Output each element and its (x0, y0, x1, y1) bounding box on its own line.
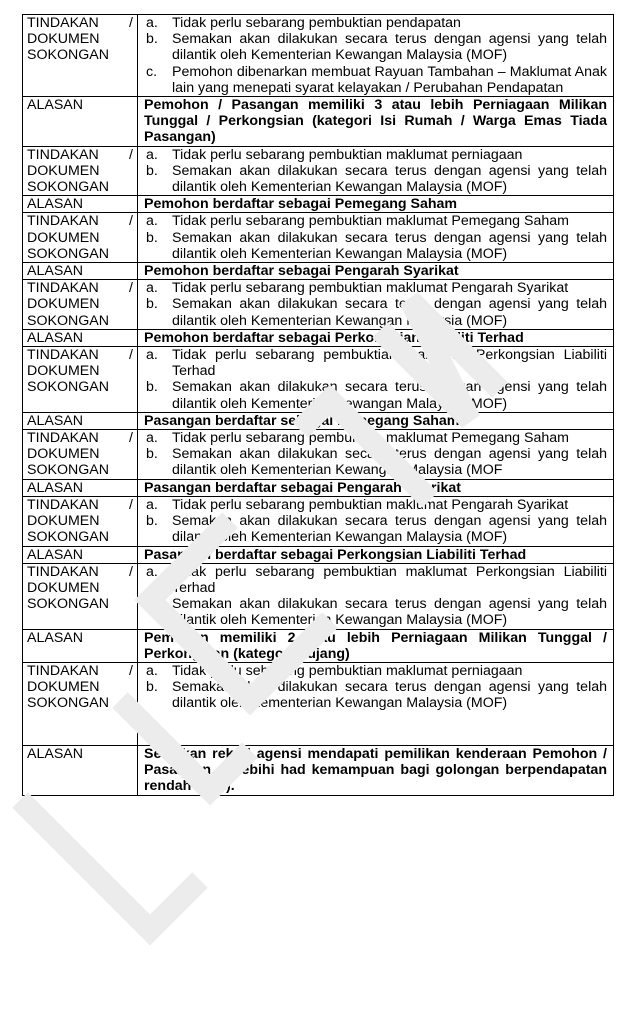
action-list (144, 564, 607, 629)
action-list (144, 280, 607, 329)
reason-label-cell (23, 629, 138, 662)
action-item (144, 296, 607, 328)
action-label-cell (23, 430, 138, 480)
sokongan-line (27, 179, 133, 195)
action-marker: b. (146, 596, 158, 613)
action-row (23, 563, 614, 629)
action-marker: a. (146, 280, 158, 297)
action-list (144, 430, 607, 479)
action-list-cell (138, 430, 614, 480)
action-list-cell (138, 496, 614, 546)
tindakan-line (27, 663, 133, 679)
reason-label-cell (23, 546, 138, 563)
action-text: Tidak perlu sebarang pembuktian maklumat Pemegang Saham (172, 213, 569, 230)
reason-row (23, 546, 614, 563)
action-item (144, 213, 607, 229)
action-text: Semakan akan dilakukan secara terus dengan agensi yang telah dilantik oleh Kementerian Kewangan Malaysia (MOF) (172, 162, 607, 196)
criteria-table (22, 14, 614, 796)
action-list-cell (138, 280, 614, 330)
action-text: Semakan akan dilakukan secara terus dengan agensi yang telah dilantik oleh Kementerian Kewangan Malaysia (MOF) (172, 679, 607, 712)
action-list (144, 663, 607, 712)
action-label-cell (23, 496, 138, 546)
dokumen-line (27, 363, 133, 379)
sokongan-label: SOKONGAN (27, 245, 109, 262)
action-item (144, 430, 607, 446)
action-item (144, 230, 607, 262)
tindakan-label: TINDAKAN (27, 563, 99, 580)
tindakan-label: TINDAKAN (27, 213, 99, 230)
slash-label: / (129, 347, 133, 364)
slash-label: / (129, 280, 133, 297)
alasan-label: ALASAN (27, 263, 83, 280)
tindakan-label: TINDAKAN (27, 662, 99, 679)
action-row (23, 280, 614, 330)
action-marker: b. (146, 679, 158, 696)
action-text: Tidak perlu sebarang pembuktian maklumat Pemegang Saham (172, 430, 569, 447)
action-text: Tidak perlu sebarang pembuktian maklumat Perkongsian Liabiliti Terhad (172, 563, 607, 596)
action-marker: b. (146, 31, 158, 48)
sokongan-label: SOKONGAN (27, 529, 109, 546)
reason-label-cell (23, 196, 138, 213)
alasan-label: ALASAN (27, 546, 83, 563)
action-list-cell (138, 563, 614, 629)
action-list (144, 147, 607, 196)
tindakan-line (27, 213, 133, 229)
action-label-cell (23, 347, 138, 413)
action-label-cell (23, 146, 138, 196)
action-text: Tidak perlu sebarang pembuktian maklumat perniagaan (172, 146, 523, 163)
dokumen-label: DOKUMEN (27, 229, 100, 246)
dokumen-line (27, 296, 133, 312)
action-row (23, 213, 614, 263)
action-text: Semakan akan dilakukan secara terus dengan agensi yang telah dilantik oleh Kementerian Kewangan Malaysia (MOF) (172, 513, 607, 546)
alasan-label: ALASAN (27, 97, 83, 114)
tindakan-label: TINDAKAN (27, 146, 99, 163)
dokumen-line (27, 163, 133, 179)
action-marker: c. (146, 63, 158, 80)
reason-row (23, 629, 614, 662)
action-item (144, 679, 607, 711)
action-marker: b. (146, 162, 158, 179)
tindakan-line (27, 15, 133, 31)
slash-label: / (129, 146, 133, 163)
action-item (144, 497, 607, 513)
action-item (144, 379, 607, 411)
action-text: Tidak perlu sebarang pembuktian maklumat Perkongsian Liabiliti Terhad (172, 347, 607, 380)
tindakan-line (27, 347, 133, 363)
action-item (144, 446, 607, 478)
sokongan-label: SOKONGAN (27, 47, 109, 64)
sokongan-line (27, 313, 133, 329)
tindakan-line (27, 497, 133, 513)
sokongan-label: SOKONGAN (27, 695, 109, 712)
dokumen-label: DOKUMEN (27, 446, 100, 463)
action-marker: a. (146, 430, 158, 447)
action-item (144, 163, 607, 195)
action-item (144, 147, 607, 163)
action-item (144, 15, 607, 31)
action-marker: a. (146, 15, 158, 31)
action-list (144, 15, 607, 96)
action-text: Tidak perlu sebarang pembuktian maklumat perniagaan (172, 662, 523, 679)
action-label-cell (23, 563, 138, 629)
tindakan-label: TINDAKAN (27, 280, 99, 297)
action-list (144, 497, 607, 546)
sokongan-line (27, 462, 133, 478)
action-marker: a. (146, 662, 158, 679)
action-marker: b. (146, 379, 158, 396)
sokongan-line (27, 529, 133, 545)
dokumen-label: DOKUMEN (27, 579, 100, 596)
action-text: Semakan akan dilakukan secara terus dengan agensi yang telah dilantik oleh Kementerian Kewangan Malaysia (MOF) (172, 296, 607, 329)
action-row (23, 146, 614, 196)
action-marker: a. (146, 213, 158, 230)
sokongan-label: SOKONGAN (27, 312, 109, 329)
action-marker: b. (146, 446, 158, 463)
tindakan-label: TINDAKAN (27, 430, 99, 447)
action-item (144, 564, 607, 596)
action-item (144, 663, 607, 679)
dokumen-label: DOKUMEN (27, 679, 100, 696)
action-row (23, 662, 614, 745)
reason-row (23, 329, 614, 346)
action-text: Tidak perlu sebarang pembuktian maklumat Pengarah Syarikat (172, 496, 569, 513)
tindakan-line (27, 430, 133, 446)
dokumen-line (27, 230, 133, 246)
reason-text: Pasangan berdaftar sebagai Pemegang Saham (138, 412, 614, 429)
action-list-cell (138, 662, 614, 745)
reason-text: Pemohon / Pasangan memiliki 3 atau lebih Perniagaan Milikan Tunggal / Perkongsian (kategori Isi Rumah / Warga Emas Tiada Pasangan) (138, 97, 614, 147)
criteria-table-body (23, 15, 614, 796)
action-text: Tidak perlu sebarang pembuktian maklumat Pengarah Syarikat (172, 280, 569, 297)
sokongan-line (27, 246, 133, 262)
reason-row (23, 196, 614, 213)
dokumen-label: DOKUMEN (27, 162, 100, 179)
dokumen-line (27, 31, 133, 47)
alasan-label: ALASAN (27, 329, 83, 346)
sokongan-label: SOKONGAN (27, 379, 109, 396)
slash-label: / (129, 563, 133, 580)
action-item (144, 280, 607, 296)
dokumen-label: DOKUMEN (27, 363, 100, 380)
dokumen-label: DOKUMEN (27, 296, 100, 313)
dokumen-line (27, 679, 133, 695)
tindakan-label: TINDAKAN (27, 15, 99, 31)
action-text: Pemohon dibenarkan membuat Rayuan Tambahan – Maklumat Anak lain yang menepati syarat kelayakan / Perubahan Pendapatan (172, 63, 607, 96)
reason-text: Pemohon berdaftar sebagai Pengarah Syarikat (138, 263, 614, 280)
tindakan-line (27, 564, 133, 580)
reason-label-cell (23, 412, 138, 429)
alasan-label: ALASAN (27, 412, 83, 429)
action-marker: a. (146, 563, 158, 580)
action-list (144, 347, 607, 412)
action-row (23, 430, 614, 480)
reason-label-cell (23, 97, 138, 147)
alasan-label: ALASAN (27, 745, 83, 762)
reason-label-cell (23, 745, 138, 795)
sokongan-label: SOKONGAN (27, 462, 109, 479)
action-label-cell (23, 280, 138, 330)
action-label-cell (23, 662, 138, 745)
action-item (144, 64, 607, 96)
tindakan-line (27, 280, 133, 296)
sokongan-label: SOKONGAN (27, 596, 109, 613)
reason-row (23, 97, 614, 147)
reason-row (23, 263, 614, 280)
action-item (144, 347, 607, 379)
reason-text: Semakan rekod agensi mendapati pemilikan kenderaan Pemohon / Pasangan melebihi had kemampuan bagi golongan berpendapatan rendah (B40). (138, 745, 614, 795)
sokongan-line (27, 695, 133, 711)
alasan-label: ALASAN (27, 196, 83, 213)
reason-row (23, 412, 614, 429)
action-list-cell (138, 213, 614, 263)
reason-text: Pemohon memiliki 2 atau lebih Perniagaan Milikan Tunggal / Perkongsian (kategori Bujang) (138, 629, 614, 662)
dokumen-line (27, 513, 133, 529)
action-marker: b. (146, 296, 158, 313)
action-row (23, 15, 614, 97)
alasan-label: ALASAN (27, 629, 83, 646)
dokumen-label: DOKUMEN (27, 31, 100, 48)
reason-label-cell (23, 263, 138, 280)
slash-label: / (129, 15, 133, 31)
action-marker: b. (146, 229, 158, 246)
action-row (23, 347, 614, 413)
action-item (144, 513, 607, 545)
dokumen-label: DOKUMEN (27, 513, 100, 530)
tindakan-label: TINDAKAN (27, 347, 99, 364)
action-text: Semakan akan dilakukan secara terus dengan agensi yang telah dilantik oleh Kementerian Kewangan Malaysia (MOF) (172, 596, 607, 629)
action-marker: a. (146, 347, 158, 364)
dokumen-line (27, 580, 133, 596)
reason-label-cell (23, 479, 138, 496)
action-row (23, 496, 614, 546)
slash-label: / (129, 496, 133, 513)
action-label-cell (23, 213, 138, 263)
action-marker: b. (146, 513, 158, 530)
tindakan-label: TINDAKAN (27, 496, 99, 513)
reason-text: Pemohon berdaftar sebagai Pemegang Saham (138, 196, 614, 213)
action-list (144, 213, 607, 262)
action-text: Semakan akan dilakukan secara terus dengan agensi yang telah dilantik oleh Kementerian Kewangan Malaysia (MOF) (172, 379, 607, 412)
reason-row (23, 745, 614, 795)
watermark-stroke (20, 800, 200, 930)
action-label-cell (23, 15, 138, 97)
action-text: Semakan akan dilakukan secara terus dengan agensi yang telah dilantik oleh Kementerian Kewangan Malaysia (MOF) (172, 31, 607, 64)
alasan-label: ALASAN (27, 479, 83, 496)
tindakan-line (27, 147, 133, 163)
action-item (144, 596, 607, 628)
sokongan-line (27, 47, 133, 63)
action-list-cell (138, 146, 614, 196)
action-list-cell (138, 347, 614, 413)
slash-label: / (129, 430, 133, 447)
reason-text: Pasangan berdaftar sebagai Perkongsian Liabiliti Terhad (138, 546, 614, 563)
reason-text: Pemohon berdaftar sebagai Perkongsian Liabiliti Terhad (138, 329, 614, 346)
action-marker: a. (146, 496, 158, 513)
action-item (144, 31, 607, 63)
reason-row (23, 479, 614, 496)
reason-text: Pasangan berdaftar sebagai Pengarah Syarikat (138, 479, 614, 496)
dokumen-line (27, 446, 133, 462)
action-text: Tidak perlu sebarang pembuktian pendapatan (172, 15, 461, 31)
sokongan-label: SOKONGAN (27, 179, 109, 196)
sokongan-line (27, 596, 133, 612)
action-text: Semakan akan dilakukan secara terus dengan agensi yang telah dilantik oleh Kementerian Kewangan Malaysia (MOF (172, 446, 607, 479)
action-list-cell (138, 15, 614, 97)
sokongan-line (27, 379, 133, 395)
action-text: Semakan akan dilakukan secara terus dengan agensi yang telah dilantik oleh Kementerian Kewangan Malaysia (MOF) (172, 229, 607, 262)
slash-label: / (129, 662, 133, 679)
reason-label-cell (23, 329, 138, 346)
slash-label: / (129, 213, 133, 230)
action-marker: a. (146, 146, 158, 163)
